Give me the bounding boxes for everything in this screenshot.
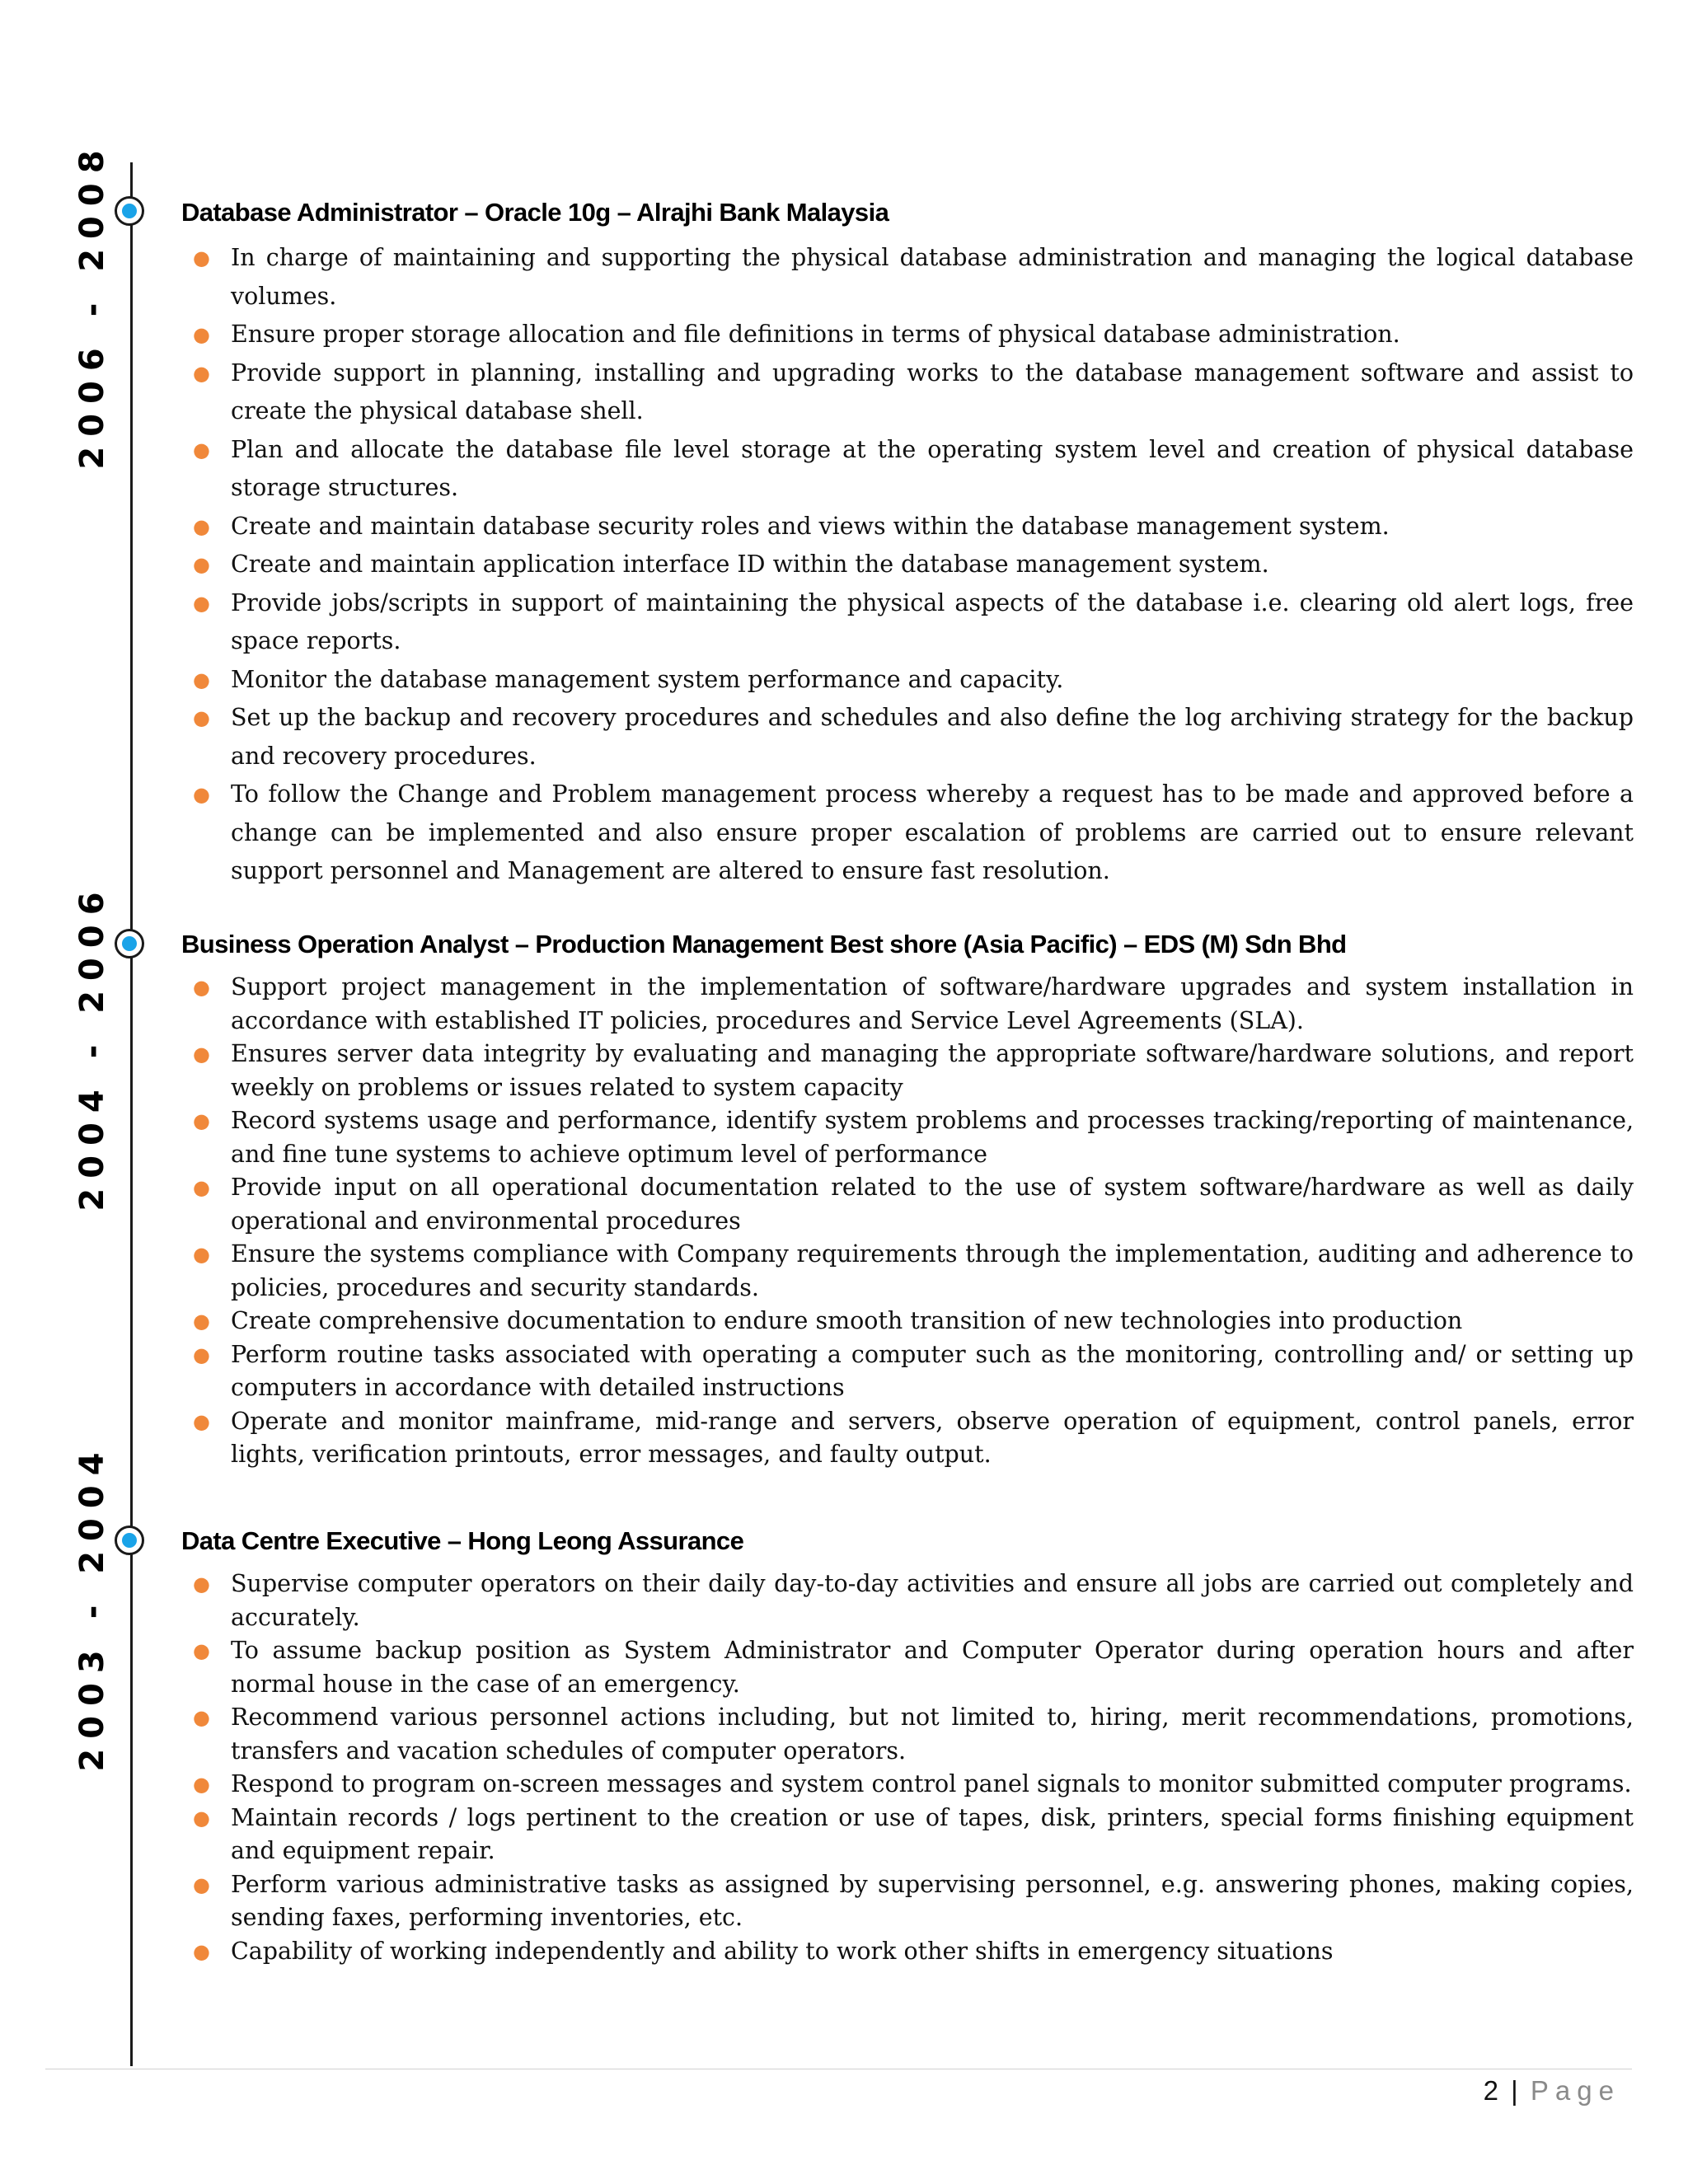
bullet-icon: ● [193, 1109, 210, 1132]
page-footer [1484, 2075, 1620, 2107]
bullet-icon: ● [193, 976, 210, 999]
page-word: Page [1530, 2075, 1620, 2106]
duty-item: ● Provide support in planning, installing and upgrading works to the database management software and assist to create the physical database shell. [181, 354, 1634, 431]
bullet-icon: ● [193, 1706, 210, 1729]
bullet-icon: ● [193, 591, 210, 615]
bullet-icon: ● [193, 438, 210, 462]
duty-item: ● Recommend various personnel actions including, but not limited to, hiring, merit recommendations, promotions, transfers and vacation schedules of computer operators. [181, 1701, 1634, 1768]
duty-item: ● To follow the Change and Problem management process whereby a request has to be made and approved before a change can be implemented and also ensure proper escalation of problems are carried out to ensure relevant support personnel and Management are altered to ensure fast resolution. [181, 776, 1634, 891]
duty-item: ● Support project management in the implementation of software/hardware upgrades and system installation in accordance with established IT policies, procedures and Service Level Agreements (SLA). [181, 971, 1634, 1038]
duty-item: ● Perform various administrative tasks as assigned by supervising personnel, e.g. answering phones, making copies, sending faxes, performing inventories, etc. [181, 1868, 1634, 1935]
duty-item: ● Respond to program on-screen messages and system control panel signals to monitor submitted computer programs. [181, 1768, 1634, 1802]
timeline-dot [115, 196, 144, 226]
duty-item: ● Plan and allocate the database file level storage at the operating system level and creation of physical database storage structures. [181, 431, 1634, 508]
bullet-icon: ● [193, 706, 210, 729]
bullet-icon: ● [193, 246, 210, 269]
duty-item: ● Supervise computer operators on their daily day-to-day activities and ensure all jobs are carried out completely and accurately. [181, 1568, 1634, 1634]
duty-item: ● Monitor the database management system performance and capacity. [181, 661, 1634, 700]
page-number: 2 [1483, 2075, 1498, 2106]
job-title: Database Administrator – Oracle 10g – Alrajhi Bank Malaysia [181, 198, 889, 227]
bullet-icon: ● [193, 1939, 210, 1963]
year-range-label: 2006 - 2008 [73, 140, 111, 470]
duty-item: ● Provide jobs/scripts in support of maintaining the physical aspects of the database i.e. clearing old alert logs, free space reports. [181, 584, 1634, 661]
timeline-dot [115, 929, 144, 958]
bullet-icon: ● [193, 1343, 210, 1366]
bullet-icon: ● [193, 1639, 210, 1662]
duty-item: ● Ensure the systems compliance with Company requirements through the implementation, auditing and adherence to policies, procedures and security standards. [181, 1238, 1634, 1305]
duty-item: ● Create and maintain database security roles and views within the database management system. [181, 508, 1634, 546]
bullet-icon: ● [193, 1409, 210, 1433]
duty-item: ● Ensure proper storage allocation and file definitions in terms of physical database administration. [181, 316, 1634, 354]
bullet-icon: ● [193, 1572, 210, 1596]
bullet-icon: ● [193, 783, 210, 806]
duty-item: ● Operate and monitor mainframe, mid-range and servers, observe operation of equipment, control panels, error lights, verification printouts, error messages, and faulty output. [181, 1405, 1634, 1472]
bullet-icon: ● [193, 361, 210, 385]
bullet-icon: ● [193, 1176, 210, 1199]
bullet-icon: ● [193, 1872, 210, 1896]
year-range-label: 2003 - 2004 [73, 1442, 111, 1772]
duty-item: ● Provide input on all operational documentation related to the use of system software/hardware as well as daily operational and environmental procedures [181, 1171, 1634, 1238]
bullet-icon: ● [193, 1806, 210, 1830]
duty-item: ● Create and maintain application interface ID within the database management system. [181, 546, 1634, 584]
duty-item: ● Perform routine tasks associated with operating a computer such as the monitoring, controlling and/ or setting up computers in accordance with detailed instructions [181, 1338, 1634, 1405]
duties-list [181, 1568, 1634, 1968]
job-section [181, 928, 1634, 1472]
duties-list [181, 971, 1634, 1472]
bullet-icon: ● [193, 514, 210, 538]
job-title: Data Centre Executive – Hong Leong Assurance [181, 1526, 744, 1555]
job-section [181, 1525, 1634, 1968]
duty-item: ● Capability of working independently and ability to work other shifts in emergency situations [181, 1935, 1634, 1969]
job-title: Business Operation Analyst – Production Management Best shore (Asia Pacific) – EDS (M) Sdn Bhd [181, 930, 1347, 958]
year-range-label: 2004 - 2006 [73, 882, 111, 1212]
duty-item: ● Record systems usage and performance, identify system problems and processes tracking/reporting of maintenance, and fine tune systems to achieve optimum level of performance [181, 1104, 1634, 1171]
bullet-icon: ● [193, 1043, 210, 1066]
timeline-line [130, 162, 133, 2066]
duty-item: ● In charge of maintaining and supporting the physical database administration and managing the logical database volumes. [181, 239, 1634, 316]
duty-item: ● Set up the backup and recovery procedures and schedules and also define the log archiving strategy for the backup and recovery procedures. [181, 699, 1634, 776]
bullet-icon: ● [193, 323, 210, 346]
duties-list [181, 239, 1634, 891]
duty-item: ● Create comprehensive documentation to endure smooth transition of new technologies into production [181, 1305, 1634, 1338]
job-section [181, 196, 1634, 891]
bullet-icon: ● [193, 553, 210, 576]
bullet-icon: ● [193, 1243, 210, 1266]
footer-separator: | [1511, 2075, 1518, 2106]
duty-item: ● Ensures server data integrity by evaluating and managing the appropriate software/hardware solutions, and report weekly on problems or issues related to system capacity [181, 1038, 1634, 1104]
bullet-icon: ● [193, 668, 210, 691]
duty-item: ● To assume backup position as System Administrator and Computer Operator during operation hours and after normal house in the case of an emergency. [181, 1634, 1634, 1701]
timeline-dot [115, 1526, 144, 1555]
bullet-icon: ● [193, 1773, 210, 1796]
duty-item: ● Maintain records / logs pertinent to the creation or use of tapes, disk, printers, special forms finishing equipment and equipment repair. [181, 1802, 1634, 1868]
bullet-icon: ● [193, 1310, 210, 1333]
